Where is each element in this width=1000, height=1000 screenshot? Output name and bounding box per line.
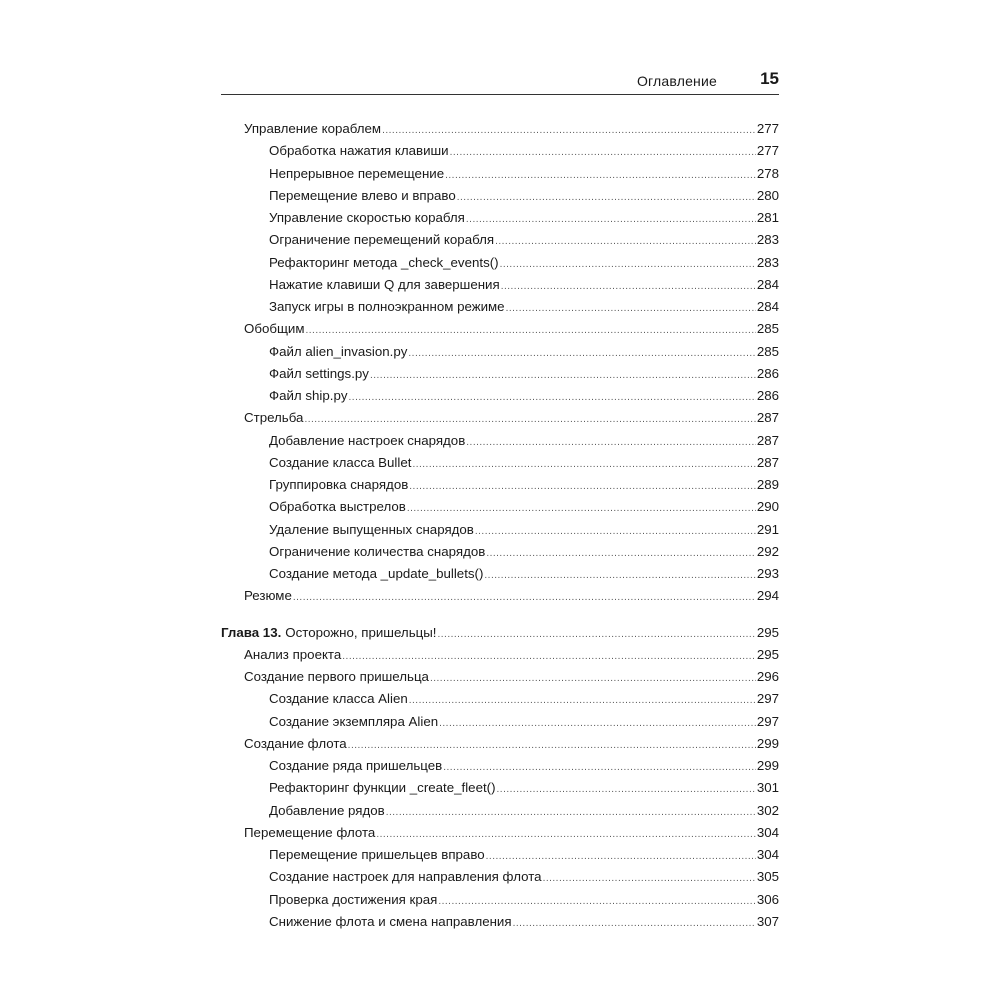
toc-entry-title: Управление скоростью корабля <box>269 210 465 225</box>
dot-leader <box>376 824 755 846</box>
toc-entry-title: Перемещение пришельцев вправо <box>269 847 485 862</box>
toc-entry[interactable] <box>221 430 779 452</box>
toc-entry[interactable] <box>221 385 779 407</box>
page-number: 15 <box>760 69 779 88</box>
toc-entry-page: 278 <box>756 165 779 181</box>
toc-chapter-entry[interactable] <box>221 622 779 644</box>
toc-entry[interactable] <box>221 733 779 755</box>
dot-leader <box>408 343 755 365</box>
toc-entry-page: 283 <box>756 254 779 270</box>
running-header-section: Оглавление <box>636 73 717 89</box>
toc-entry[interactable] <box>221 585 779 607</box>
toc-entry-title: Обработка выстрелов <box>269 499 406 515</box>
toc-entry[interactable] <box>221 474 779 496</box>
dot-leader <box>486 543 756 565</box>
toc-entry-page: 293 <box>756 566 779 581</box>
dot-leader <box>466 432 756 454</box>
toc-entry-page: 280 <box>756 187 779 203</box>
dot-leader <box>430 668 756 690</box>
toc-entry[interactable] <box>221 163 779 185</box>
toc-entry-page: 294 <box>756 588 779 604</box>
dot-leader <box>500 254 756 276</box>
toc-entry[interactable] <box>221 911 779 933</box>
dot-leader <box>407 498 756 520</box>
dot-leader <box>439 713 756 735</box>
toc-entry-page: 299 <box>756 758 779 773</box>
toc-entry-page: 297 <box>756 713 779 729</box>
toc-entry-title: Запуск игры в полноэкранном режиме <box>269 299 505 314</box>
toc-entry[interactable] <box>221 296 779 318</box>
dot-leader <box>501 276 756 298</box>
dot-leader <box>543 868 756 890</box>
toc-entry-page: 286 <box>756 365 779 381</box>
toc-entry[interactable] <box>221 563 779 585</box>
toc-entry[interactable] <box>221 711 779 733</box>
toc-entry-page: 284 <box>756 276 779 292</box>
toc-entry-title: Непрерывное перемещение <box>269 165 445 181</box>
dot-leader <box>450 142 756 164</box>
toc-entry[interactable] <box>221 496 779 518</box>
toc-entry[interactable] <box>221 185 779 207</box>
toc-entry-title: Создание метода _update_bullets() <box>269 566 484 581</box>
dot-leader <box>293 587 756 609</box>
toc-entry-title: Стрельба <box>244 410 304 426</box>
dot-leader <box>409 476 756 498</box>
dot-leader <box>409 690 756 712</box>
toc-entry-page: 305 <box>756 869 779 885</box>
toc-entry[interactable] <box>221 777 779 799</box>
dot-leader <box>305 320 755 342</box>
dot-leader <box>386 802 756 824</box>
dot-leader <box>304 409 755 431</box>
dot-leader <box>382 120 756 142</box>
toc-entry-page: 277 <box>756 121 779 136</box>
dot-leader <box>443 757 756 779</box>
dot-leader <box>495 231 756 253</box>
toc-entry-page: 286 <box>756 388 779 403</box>
toc-entry[interactable] <box>221 644 779 666</box>
toc-entry[interactable] <box>221 519 779 541</box>
toc-entry-title: Файл alien_invasion.py <box>269 343 408 359</box>
toc-entry[interactable] <box>221 140 779 162</box>
toc-entry[interactable] <box>221 229 779 251</box>
toc-entry-title: Резюме <box>244 588 292 604</box>
toc-entry-title: Обобщим <box>244 321 305 337</box>
toc-entry-title: Создание флота <box>244 735 347 751</box>
toc-entry[interactable] <box>221 844 779 866</box>
dot-leader <box>438 891 755 913</box>
toc-entry-page: 287 <box>756 410 779 426</box>
toc-entry-title: Перемещение флота <box>244 824 376 840</box>
toc-entry-title: Рефакторинг метода _check_events() <box>269 254 499 270</box>
toc-entry-title: Добавление рядов <box>269 802 385 818</box>
toc-entry-page: 304 <box>756 847 779 862</box>
toc-entry-page: 307 <box>756 913 779 929</box>
toc-entry-title: Файл ship.py <box>269 388 348 403</box>
chapter-label: Глава 13. <box>221 624 282 640</box>
toc-entry-page: 284 <box>756 299 779 314</box>
toc-entry-title: Осторожно, пришельцы! <box>285 624 437 640</box>
toc-entry-page: 302 <box>756 802 779 818</box>
toc-entry-page: 295 <box>756 646 779 662</box>
dot-leader <box>457 187 756 209</box>
toc-entry-page: 283 <box>756 232 779 248</box>
toc-entry-page: 291 <box>756 521 779 537</box>
dot-leader <box>486 846 756 868</box>
toc-entry-page: 289 <box>756 477 779 492</box>
toc-entry-title: Снижение флота и смена направления <box>269 913 512 929</box>
toc-entry[interactable] <box>221 822 779 844</box>
toc-entry[interactable] <box>221 318 779 340</box>
dot-leader <box>349 387 756 409</box>
toc-entry-title: Ограничение перемещений корабля <box>269 232 495 248</box>
toc-entry[interactable] <box>221 341 779 363</box>
toc-entry-page: 301 <box>756 780 779 796</box>
toc-entry-page: 295 <box>756 624 779 640</box>
toc-entry[interactable] <box>221 207 779 229</box>
toc-entry[interactable] <box>221 541 779 563</box>
toc-entry-page: 281 <box>756 210 779 225</box>
dot-leader <box>412 454 755 476</box>
dot-leader <box>437 624 755 646</box>
toc-entry[interactable] <box>221 889 779 911</box>
toc-entry-title: Файл settings.py <box>269 365 369 381</box>
toc-entry[interactable] <box>221 118 779 140</box>
toc-entry-page: 299 <box>756 735 779 751</box>
toc-entry[interactable] <box>221 452 779 474</box>
toc-entry-page: 306 <box>756 891 779 907</box>
toc-entry-page: 285 <box>756 321 779 337</box>
running-header <box>221 70 779 95</box>
dot-leader <box>497 779 756 801</box>
dot-leader <box>348 735 756 757</box>
toc-entry-title: Удаление выпущенных снарядов <box>269 521 474 537</box>
toc-entry[interactable] <box>221 755 779 777</box>
toc-entry[interactable] <box>221 866 779 888</box>
toc-entry[interactable] <box>221 274 779 296</box>
toc-entry-title: Создание первого пришельца <box>244 669 429 684</box>
toc-entry[interactable] <box>221 800 779 822</box>
toc-entry-title: Проверка достижения края <box>269 891 438 907</box>
toc-entry[interactable] <box>221 407 779 429</box>
dot-leader <box>342 646 756 668</box>
toc-entry-page: 297 <box>756 691 779 707</box>
toc-entry[interactable] <box>221 252 779 274</box>
toc-entry-title: Создание ряда пришельцев <box>269 758 443 773</box>
toc-entry-page: 277 <box>756 143 779 159</box>
toc-entry-title: Перемещение влево и вправо <box>269 187 456 203</box>
dot-leader <box>370 365 756 387</box>
toc-entry-page: 285 <box>756 343 779 359</box>
toc-entry-title: Создание класса Alien <box>269 691 408 707</box>
toc-entry[interactable] <box>221 666 779 688</box>
dot-leader <box>513 913 756 935</box>
toc-entry[interactable] <box>221 688 779 710</box>
dot-leader <box>484 565 755 587</box>
toc-entry-page: 287 <box>756 432 779 448</box>
toc-entry-title: Создание настроек для направления флота <box>269 869 542 885</box>
dot-leader <box>475 521 756 543</box>
toc-entry-page: 287 <box>756 454 779 470</box>
dot-leader <box>445 165 756 187</box>
toc-entry-title: Рефакторинг функции _create_fleet() <box>269 780 496 796</box>
toc-entry-page: 290 <box>756 499 779 515</box>
toc-entry-title: Добавление настроек снарядов <box>269 432 466 448</box>
toc-entry-title: Нажатие клавиши Q для завершения <box>269 276 500 292</box>
toc-entry-page: 296 <box>756 669 779 684</box>
toc-entry-title: Создание экземпляра Alien <box>269 713 439 729</box>
toc-entry-title: Ограничение количества снарядов <box>269 543 486 559</box>
toc-entry-page: 304 <box>756 824 779 840</box>
toc-entry-page: 292 <box>756 543 779 559</box>
table-of-contents <box>221 118 779 933</box>
toc-entry-title: Создание класса Bullet <box>269 454 412 470</box>
toc-entry-title: Обработка нажатия клавиши <box>269 143 449 159</box>
dot-leader <box>466 209 756 231</box>
toc-entry-title: Группировка снарядов <box>269 477 409 492</box>
toc-entry-title: Анализ проекта <box>244 646 342 662</box>
dot-leader <box>506 298 756 320</box>
toc-entry-title: Управление кораблем <box>244 121 382 136</box>
toc-entry[interactable] <box>221 363 779 385</box>
